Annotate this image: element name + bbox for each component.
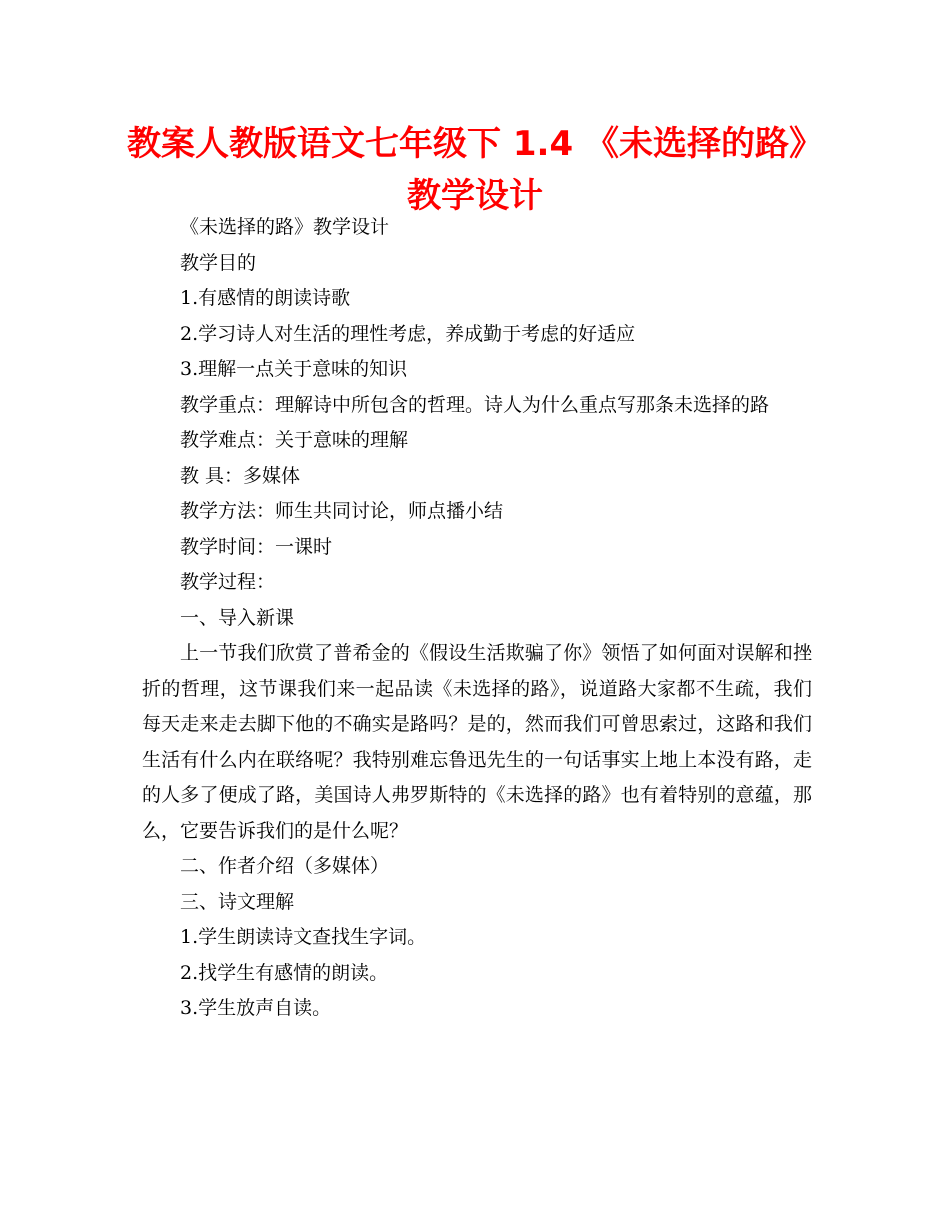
paragraph-step-3: 3.学生放声自读。 bbox=[180, 997, 332, 1019]
paragraph-time: 教学时间：一课时 bbox=[180, 535, 333, 558]
paragraph-section-1-heading: 一、导入新课 bbox=[180, 606, 295, 629]
paragraph-subtitle: 《未选择的路》教学设计 bbox=[180, 216, 390, 238]
paragraph-objective-3: 3.理解一点关于意味的知识 bbox=[180, 358, 408, 380]
paragraph-objective-1: 1.有感情的朗读诗歌 bbox=[180, 287, 351, 309]
document-title: 教案人教版语文七年级下 1.4 《未选择的路》教学设计 bbox=[127, 124, 823, 216]
paragraph-step-2: 2.找学生有感情的朗读。 bbox=[180, 961, 389, 984]
paragraph-objective-2: 2.学习诗人对生活的理性考虑，养成勤于考虑的好适应 bbox=[180, 322, 636, 345]
document-body bbox=[142, 210, 812, 1027]
paragraph-objectives-heading: 教学目的 bbox=[180, 251, 257, 274]
paragraph-section-3-heading: 三、诗文理解 bbox=[180, 890, 295, 913]
paragraph-tools: 教 具：多媒体 bbox=[180, 464, 301, 487]
paragraph-step-1: 1.学生朗读诗文查找生字词。 bbox=[180, 926, 427, 948]
paragraph-difficulties: 教学难点：关于意味的理解 bbox=[180, 429, 409, 451]
paragraph-introduction: 上一节我们欣赏了普希金的《假设生活欺骗了你》领悟了如何面对误解和挫折的哲理，这节课我们来一起品读《未选择的路》，说道路大家都不生疏，我们每天走来走去脚下他的不确实是路吗？是的，然而我们可曾思索过，这路和我们生活有什么内在联络呢？我特别难忘鲁迅先生的一句话事实上地上本没有路，走的人多了便成了路，美国诗人弗罗斯特的《未选择的路》也有着特别的意蕴，那么，它要告诉我们的是什么呢？ bbox=[142, 642, 812, 842]
paragraph-process-heading: 教学过程： bbox=[180, 571, 276, 593]
paragraph-key-points: 教学重点：理解诗中所包含的哲理。诗人为什么重点写那条未选择的路 bbox=[180, 393, 770, 416]
paragraph-section-2-heading: 二、作者介绍（多媒体） bbox=[180, 855, 390, 877]
paragraph-methods: 教学方法：师生共同讨论，师点播小结 bbox=[180, 500, 504, 522]
